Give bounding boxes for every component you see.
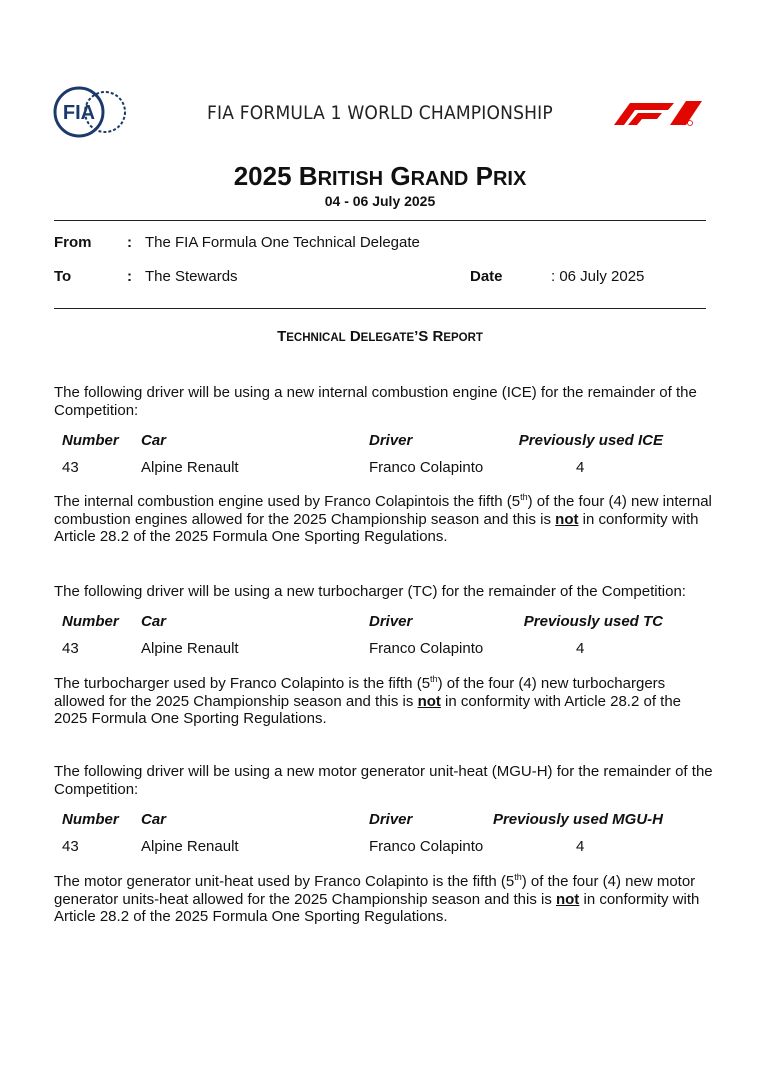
fia-logo-icon [53,86,127,138]
row-number: 43 [62,459,79,476]
from-value: The FIA Formula One Technical Delegate [145,234,420,251]
section-intro: The following driver will be using a new motor generator unit-heat (MGU-H) for the remainder of the Competition: [54,763,713,798]
date-value: : 06 July 2025 [551,268,645,285]
column-previous-header: Previously used TC [523,613,663,630]
report-title: TECHNICAL DELEGATE’S REPORT [277,328,483,345]
event-title: 2025 BRITISH GRAND PRIX [233,161,527,191]
to-separator: : [127,268,132,285]
from-separator: : [127,234,132,251]
column-car-header: Car [141,613,167,630]
row-number: 43 [62,640,79,657]
row-driver: Franco Colapinto [369,459,484,476]
row-car: Alpine Renault [141,640,239,657]
row-car: Alpine Renault [141,838,239,855]
to-label: To [54,268,72,285]
section-body: The motor generator unit-heat used by Franco Colapinto is the fifth (5th) of the four (4) new motor generator units-heat allowed for the 2025 Championship season and this is not in conformity with Article 28.2 of the 2025 Formula One Sporting Regulations. [54,872,700,925]
divider [54,308,706,309]
championship-title: FIA FORMULA 1 WORLD CHAMPIONSHIP [207,102,553,124]
to-value: The Stewards [145,268,238,285]
row-driver: Franco Colapinto [369,838,484,855]
row-previous: 4 [576,838,585,855]
from-label: From [54,234,92,251]
row-number: 43 [62,838,79,855]
section-intro: The following driver will be using a new turbocharger (TC) for the remainder of the Competition: [54,583,686,600]
column-previous-header: Previously used MGU-H [492,811,663,828]
column-number-header: Number [62,811,119,828]
column-driver-header: Driver [369,811,413,828]
date-label: Date [470,268,503,285]
section-intro: The following driver will be using a new internal combustion engine (ICE) for the remainder of the Competition: [54,384,697,419]
row-car: Alpine Renault [141,459,239,476]
column-driver-header: Driver [369,432,413,449]
event-dates: 04 - 06 July 2025 [324,193,436,209]
column-previous-header: Previously used ICE [518,432,663,449]
column-number-header: Number [62,432,119,449]
row-driver: Franco Colapinto [369,640,484,657]
column-driver-header: Driver [369,613,413,630]
column-car-header: Car [141,811,167,828]
fia-logo-text: FIA [62,102,96,124]
column-car-header: Car [141,432,167,449]
section-body: The turbocharger used by Franco Colapinto is the fifth (5th) of the four (4) new turbochargers allowed for the 2025 Championship season and this is not in conformity with Article 28.2 of the 2025 Formula One Sporting Regulations. [54,674,682,727]
section-body: The internal combustion engine used by Franco Colapintois the fifth (5th) of the four (4) new internal combustion engines allowed for the 2025 Championship season and this is not in conformity with Article 28.2 of the 2025 Formula One Sporting Regulations. [54,492,712,545]
column-number-header: Number [62,613,119,630]
f1-logo-icon [600,97,706,127]
row-previous: 4 [576,640,585,657]
divider [54,220,706,221]
row-previous: 4 [576,459,585,476]
